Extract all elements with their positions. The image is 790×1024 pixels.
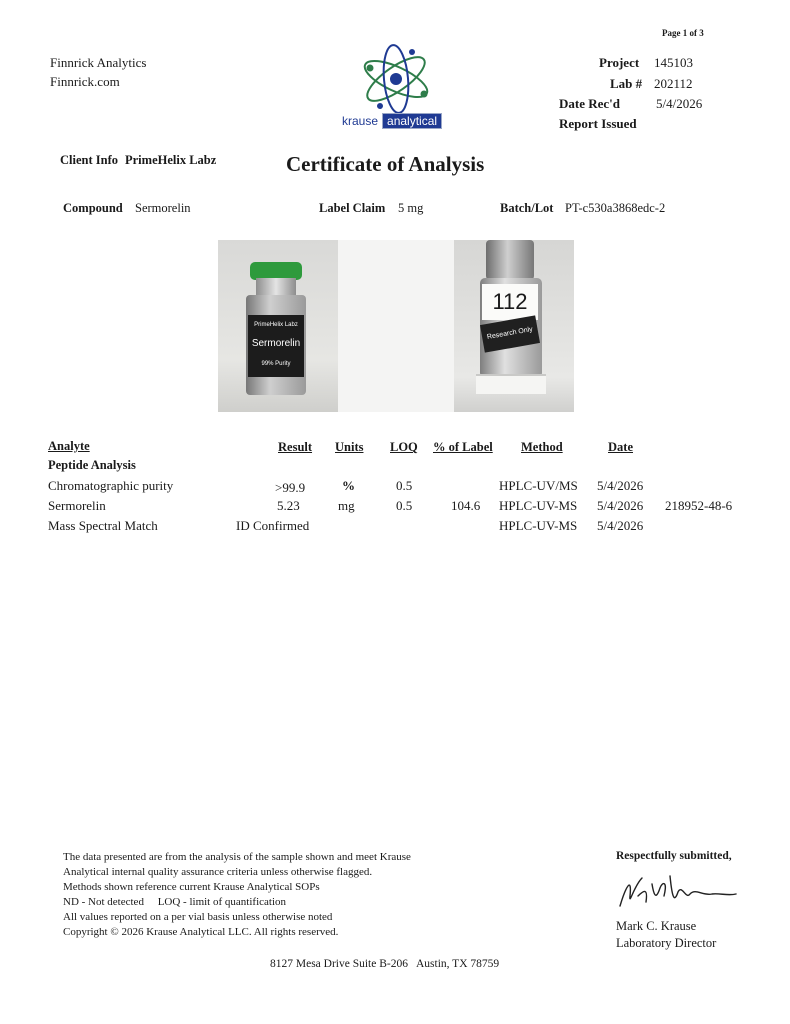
batch-lot-value: PT-c530a3868edc-2 xyxy=(565,201,666,215)
label-claim-value: 5 mg xyxy=(398,201,424,215)
project-label: Project xyxy=(599,55,640,70)
vial-back-photo xyxy=(454,240,574,412)
row2-cas-number: 218952-48-6 xyxy=(665,498,733,513)
footer-note: All values reported on a per vial basis unless otherwise noted xyxy=(63,911,333,923)
header-loq: LOQ xyxy=(390,440,418,454)
row2-method: HPLC-UV-MS xyxy=(499,498,578,513)
row1-analyte: Chromatographic purity xyxy=(48,478,174,493)
row3-method: HPLC-UV-MS xyxy=(499,518,578,533)
signature-image xyxy=(612,866,742,916)
footer-note: The data presented are from the analysis of the sample shown and meet Krause xyxy=(63,851,411,863)
header-units: Units xyxy=(335,440,364,454)
client-info-value: PrimeHelix Labz xyxy=(125,153,217,167)
header-date: Date xyxy=(608,440,633,454)
page-number: Page 1 of 3 xyxy=(662,28,704,38)
vial-label xyxy=(248,315,304,377)
footer-copyright: Copyright © 2026 Krause Analytical LLC. All rights reserved. xyxy=(63,926,339,938)
row3-date: 5/4/2026 xyxy=(597,518,644,533)
logo-word-krause: krause xyxy=(342,114,379,128)
report-issued-label: Report Issued xyxy=(559,116,637,131)
batch-lot-label: Batch/Lot xyxy=(500,201,554,215)
footer-note: ND - Not detected LOQ - limit of quantification xyxy=(63,896,286,908)
respectfully-submitted: Respectfully submitted, xyxy=(616,850,732,862)
vial-brand: PrimeHelix Labz xyxy=(254,322,298,328)
vial-crimp xyxy=(256,278,296,296)
signer-title: Laboratory Director xyxy=(616,936,717,950)
row2-analyte: Sermorelin xyxy=(48,498,106,513)
compound-label: Compound xyxy=(63,201,123,215)
row1-date: 5/4/2026 xyxy=(597,478,644,493)
header-pct-label: % of Label xyxy=(433,440,493,454)
row3-result: ID Confirmed xyxy=(236,518,310,533)
vial-base xyxy=(476,374,546,394)
krause-logo xyxy=(340,44,452,132)
section-peptide-analysis: Peptide Analysis xyxy=(48,458,136,472)
research-only-label: Research Only xyxy=(480,315,540,352)
footer-note: Methods shown reference current Krause Analytical SOPs xyxy=(63,881,320,893)
row2-loq: 0.5 xyxy=(396,498,413,513)
row1-loq: 0.5 xyxy=(396,478,413,493)
row2-date: 5/4/2026 xyxy=(597,498,644,513)
header-analyte: Analyte xyxy=(48,439,90,453)
client-info-label: Client Info xyxy=(60,153,118,167)
vial-purity: 99% Purity xyxy=(261,361,291,367)
footer-note: Analytical internal quality assurance criteria unless otherwise flagged. xyxy=(63,866,373,878)
row3-analyte: Mass Spectral Match xyxy=(48,518,158,533)
vial-back-crimp xyxy=(486,240,534,280)
vial-compound: Sermorelin xyxy=(251,338,301,349)
photo-gap xyxy=(338,240,454,412)
company-site: Finnrick.com xyxy=(50,74,120,89)
document-title: Certificate of Analysis xyxy=(286,152,485,176)
date-received-value: 5/4/2026 xyxy=(656,96,703,111)
signer-name: Mark C. Krause xyxy=(616,919,697,933)
header-result: Result xyxy=(278,440,313,454)
vial-front-photo xyxy=(218,240,338,412)
footer-notes xyxy=(63,850,411,940)
lab-value: 202112 xyxy=(654,76,693,91)
compound-value: Sermorelin xyxy=(135,201,191,215)
lab-label: Lab # xyxy=(610,76,643,91)
project-value: 145103 xyxy=(654,55,693,70)
atom-icon xyxy=(340,44,452,114)
row1-result: >99.9 xyxy=(275,480,306,495)
header-method: Method xyxy=(521,440,563,454)
lab-address: 8127 Mesa Drive Suite B-206 Austin, TX 78759 xyxy=(270,958,500,970)
label-claim-label: Label Claim xyxy=(319,201,386,215)
row1-method: HPLC-UV/MS xyxy=(499,478,578,493)
row2-units: mg xyxy=(338,498,355,513)
logo-word-analytical: analytical xyxy=(382,113,442,129)
handwritten-number: 112 xyxy=(482,284,538,320)
date-received-label: Date Rec'd xyxy=(559,96,621,111)
company-name: Finnrick Analytics xyxy=(50,55,147,70)
row2-pct-label: 104.6 xyxy=(451,498,481,513)
row2-result: 5.23 xyxy=(277,498,300,513)
row1-units: % xyxy=(342,478,355,493)
